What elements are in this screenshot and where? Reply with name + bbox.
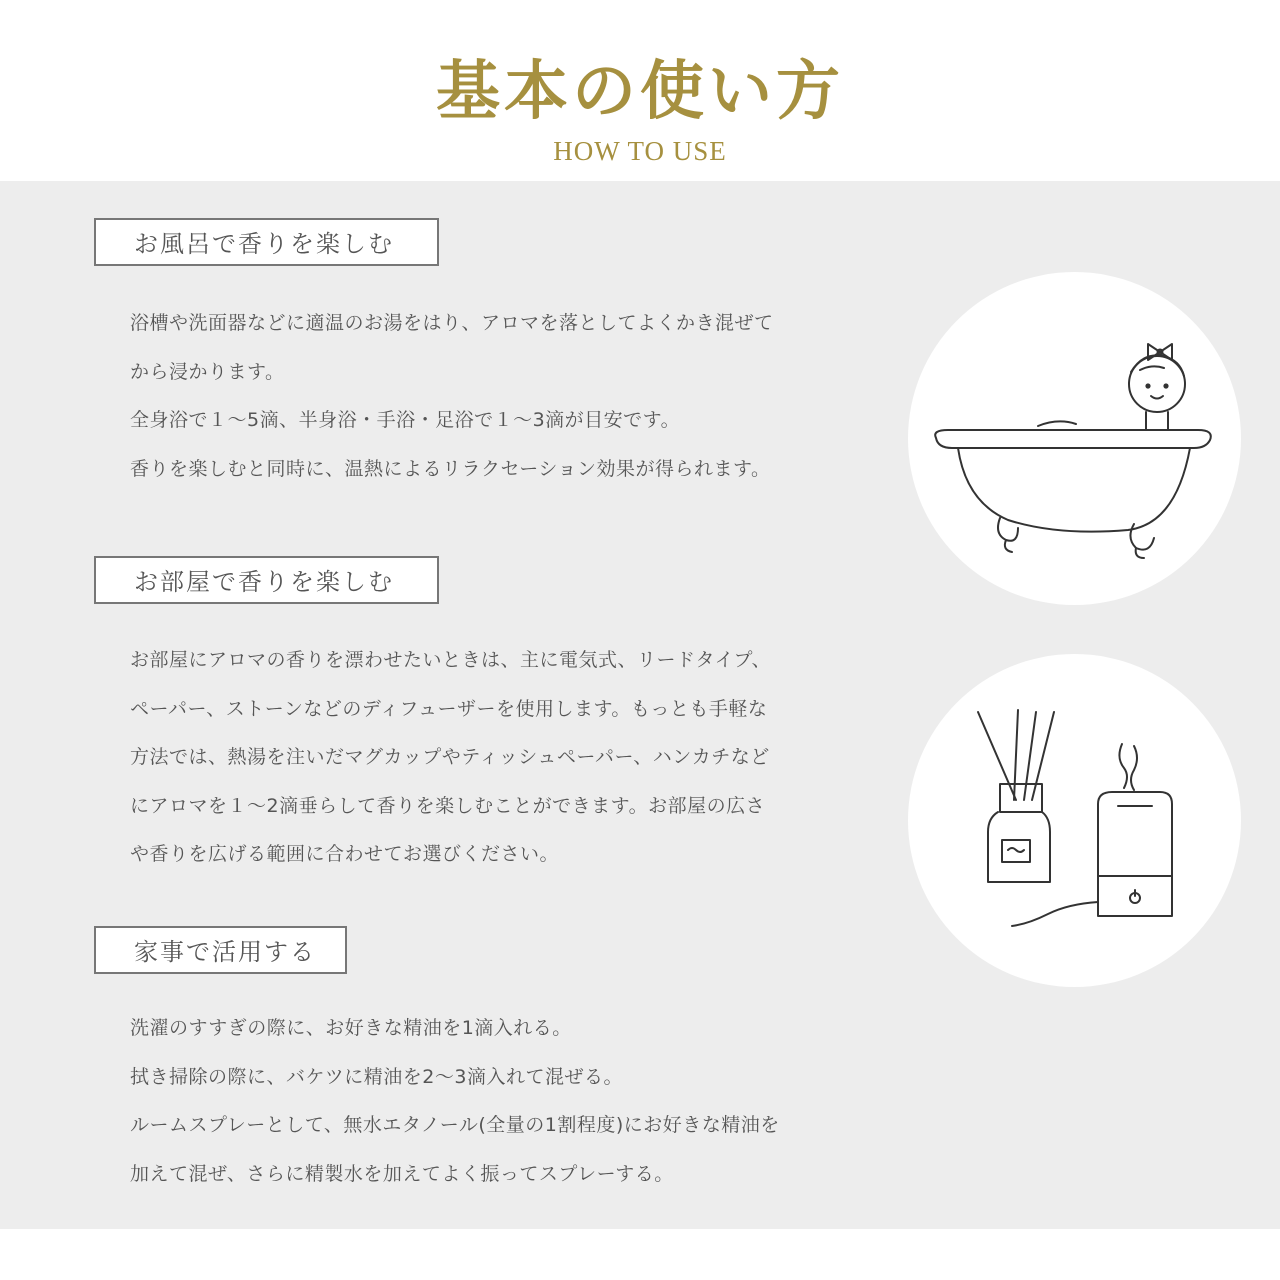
diffuser-illustration	[908, 654, 1241, 987]
page-subtitle: HOW TO USE	[553, 136, 727, 166]
text-line: 拭き掃除の際に、バケツに精油を2〜3滴入れて混ぜる。	[130, 1065, 623, 1088]
text-line: 方法では、熱湯を注いだマグカップやティッシュペーパー、ハンカチなど	[130, 746, 770, 768]
text-line: 浴槽や洗面器などに適温のお湯をはり、アロマを落としてよくかき混ぜて	[130, 312, 774, 334]
section-label-bath: お風呂で香りを楽しむ	[94, 218, 439, 266]
section-text-bath	[130, 299, 870, 493]
text-line: お部屋にアロマの香りを漂わせたいときは、主に電気式、リードタイプ、	[130, 649, 772, 671]
text-line: ペーパー、ストーンなどのディフューザーを使用します。もっとも手軽な	[130, 697, 768, 720]
bathtub-illustration	[908, 272, 1241, 605]
text-line: ルームスプレーとして、無水エタノール(全量の1割程度)にお好きな精油を	[130, 1114, 780, 1136]
text-line: にアロマを１〜2滴垂らして香りを楽しむことができます。お部屋の広さ	[130, 794, 766, 817]
page-title: 基本の使い方	[436, 55, 844, 129]
text-line: 加えて混ぜ、さらに精製水を加えてよく振ってスプレーする。	[130, 1162, 674, 1185]
section-label-room: お部屋で香りを楽しむ	[94, 556, 439, 604]
section-text-housework	[130, 1004, 870, 1198]
text-line: 香りを楽しむと同時に、温熱によるリラクセーション効果が得られます。	[130, 457, 771, 480]
text-line: から浸かります。	[130, 360, 285, 383]
section-label-housework: 家事で活用する	[94, 926, 347, 974]
section-text-room	[130, 636, 870, 879]
text-line: 洗濯のすすぎの際に、お好きな精油を1滴入れる。	[130, 1017, 572, 1039]
text-line: や香りを広げる範囲に合わせてお選びください。	[130, 843, 560, 865]
text-line: 全身浴で１〜5滴、半身浴・手浴・足浴で１〜3滴が目安です。	[130, 409, 681, 431]
